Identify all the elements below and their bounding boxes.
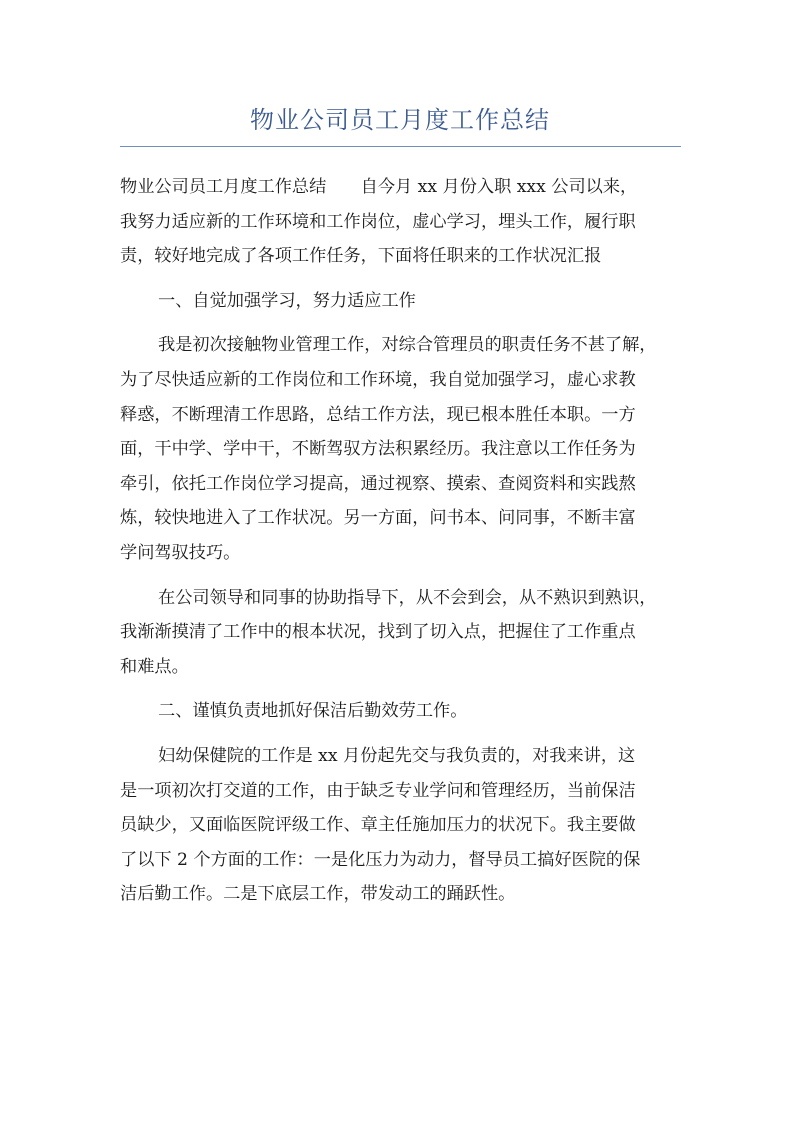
section-heading-1: 一、自觉加强学习，努力适应工作 [158,290,416,311]
document-title: 物业公司员工月度工作总结 [250,106,550,134]
paragraph-3-line-5: 洁后勤工作。二是下底层工作，带发动工的踊跃性。 [120,884,516,905]
paragraph-1-line-1: 我是初次接触物业管理工作，对综合管理员的职责任务不甚了解， [158,335,657,356]
paragraph-2-line-1: 在公司领导和同事的协助指导下，从不会到会，从不熟识到熟识， [158,587,657,608]
paragraph-gap [120,274,682,284]
paragraph-1-line-3: 释惑，不断理清工作思路，总结工作方法，现已根本胜任本职。一方 [120,404,636,425]
paragraph-3-line-4: 了以下 2 个方面的工作：一是化压力为动力，督导员工搞好医院的保 [120,849,641,870]
paragraph-2-line-3: 和难点。 [120,656,189,677]
intro-line-3: 责，较好地完成了各项工作任务，下面将任职来的工作状况汇报 [120,246,602,267]
title-divider [120,146,681,147]
paragraph-1-line-6: 炼，较快地进入了工作状况。另一方面，问书本、问同事，不断丰富 [120,508,636,529]
paragraph-2-line-2: 我渐渐摸清了工作中的根本状况，找到了切入点，把握住了工作重点 [120,622,636,643]
paragraph-3-line-2: 是一项初次打交道的工作，由于缺乏专业学问和管理经历，当前保洁 [120,780,636,801]
paragraph-1-line-2: 为了尽快适应新的工作岗位和工作环境，我自觉加强学习，虚心求教 [120,369,636,390]
paragraph-gap [120,318,682,328]
paragraph-gap [120,571,682,581]
paragraph-1-line-7: 学问驾驭技巧。 [120,542,241,563]
paragraph-1-line-4: 面，干中学、学中干，不断驾驭方法积累经历。我注意以工作任务为 [120,439,636,460]
paragraph-gap [120,684,682,694]
document-body [120,170,682,912]
intro-line-1: 物业公司员工月度工作总结 自今月 xx 月份入职 xxx 公司以来， [120,177,638,197]
paragraph-3-line-1: 妇幼保健院的工作是 xx 月份起先交与我负责的，对我来讲，这 [158,745,636,766]
paragraph-3-line-3: 员缺少，又面临医院评级工作、章主任施加压力的状况下。我主要做 [120,815,636,836]
paragraph-1-line-5: 牵引，依托工作岗位学习提高，通过视察、摸索、查阅资料和实践熬 [120,473,636,494]
section-heading-2: 二、谨慎负责地抓好保洁后勤效劳工作。 [158,701,468,722]
paragraph-gap [120,729,682,739]
intro-line-2: 我努力适应新的工作环境和工作岗位，虚心学习，埋头工作，履行职 [120,211,636,232]
